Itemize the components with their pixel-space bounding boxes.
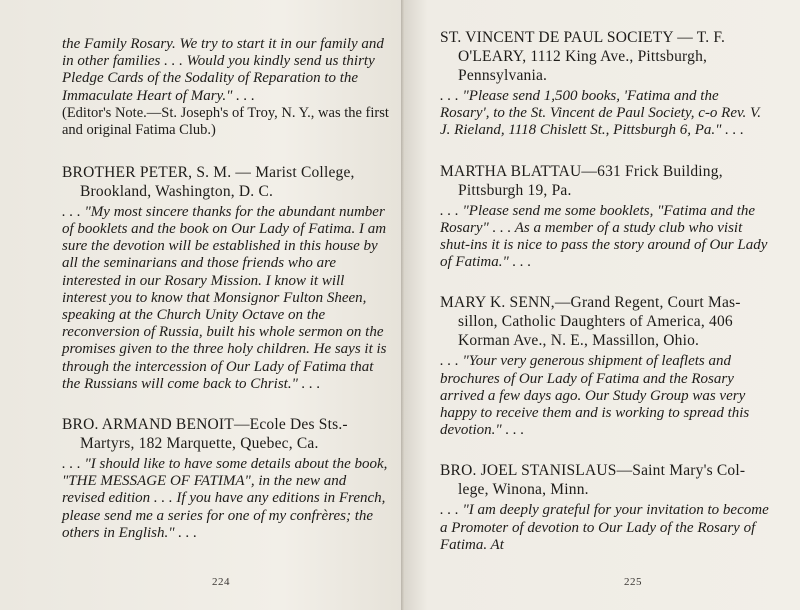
entry-joel-stanislaus xyxy=(440,461,770,554)
entry-st-vincent xyxy=(440,28,770,140)
entry-quote: . . . "Your very generous shipment of leaflets and brochures of Our Lady of Fatima and the Rosary arrived a few days ago. Our Study Group was very happy to receive them and is working to spread this devotion." . . . xyxy=(440,353,750,439)
entry-mary-senn xyxy=(440,293,770,439)
page-number: 224 xyxy=(212,576,230,588)
entry-martha-blattau xyxy=(440,162,770,272)
page-number: 225 xyxy=(624,576,642,588)
editor-note: (Editor's Note.—St. Joseph's of Troy, N. Y., was the first and original Fatima Club.) xyxy=(62,104,389,138)
entry-brother-peter xyxy=(62,163,390,393)
entry-heading: ST. VINCENT DE PAUL SOCIETY — T. F. O'LEARY, 1112 King Ave., Pittsburgh, Pennsylvania. xyxy=(440,29,726,84)
entry-armand-benoit xyxy=(62,415,390,542)
intro-quote: the Family Rosary. We try to start it in our family and in other families . . . Would you kindly send us thirty Pledge Cards of the Sodality of Reparation to the Immaculate Heart of Mary." . . . xyxy=(62,36,384,104)
right-page xyxy=(404,0,800,610)
entry-quote: . . . "Please send me some booklets, "Fatima and the Rosary" . . . As a member of a study club who visit shut-ins it is nice to pass the story around of Our Lady of Fatima." . . . xyxy=(440,202,768,271)
entry-quote: . . . "Please send 1,500 books, 'Fatima and the Rosary', to the St. Vincent de Paul Society, c-o Rev. V. J. Rieland, 1118 Chislett St., Pittsburgh 6, Pa." . . . xyxy=(440,88,762,139)
entry-heading: MARY K. SENN,—Grand Regent, Court Mas- sillon, Catholic Daughters of America, 406 Korman Ave., N. E., Massillon, Ohio. xyxy=(440,294,741,350)
entry-quote: . . . "My most sincere thanks for the abundant number of booklets and the book on Our Lady of Fatima. I am sure the devotion will be established in this house by all the seminarians and those friends who are interested in our Rosary Mission. I know it will interest you to know that Monsignor Fulton Sheen, speaking at the Church Unity Octave on the reconversion of Russia, built his whole sermon on the promises given to the three holy children. He says it is through the intercession of Our Lady of Fatima that the Russians will come back to Christ." . . . xyxy=(62,203,387,392)
entry-heading: BROTHER PETER, S. M. — Marist College, Brookland, Washington, D. C. xyxy=(62,163,355,200)
entry-heading: MARTHA BLATTAU—631 Frick Building, Pittsburgh 19, Pa. xyxy=(440,162,723,199)
entry-heading: BRO. JOEL STANISLAUS—Saint Mary's Col- lege, Winona, Minn. xyxy=(440,462,746,499)
entry-heading: BRO. ARMAND BENOIT—Ecole Des Sts.- Martyrs, 182 Marquette, Quebec, Ca. xyxy=(62,416,348,453)
entry-quote: . . . "I am deeply grateful for your invitation to become a Promoter of devotion to Our Lady of the Rosary of Fatima. At xyxy=(440,502,769,553)
entry-quote: . . . "I should like to have some details about the book, "THE MESSAGE OF FATIMA", in the new and revised edition . . . If you have any editions in French, please send me a series for one of my confrères; the others in English." . . . xyxy=(62,456,388,541)
